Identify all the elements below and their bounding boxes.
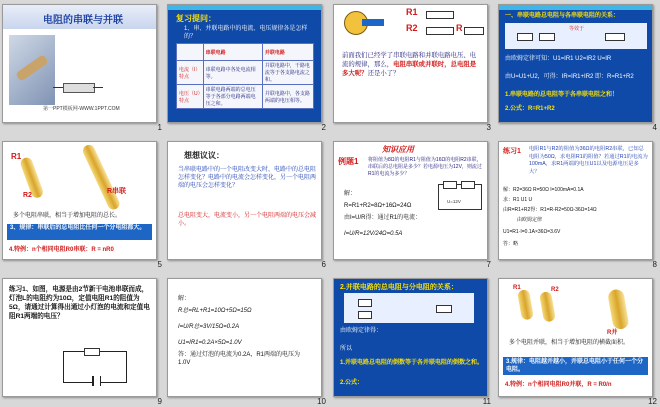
ohm-law-line: 由欧姆定律可知：U1=IR1 U2=IR2 U=IR [505, 56, 612, 62]
slide-number-9: 9 [157, 397, 162, 406]
rod-r2 [539, 291, 556, 323]
example-label: 例题1 [338, 157, 359, 166]
solution-step-3: U1=R1·I=0.1A×36Ω=3.6V [503, 229, 561, 235]
rules-table: 串联电路 并联电路 电流（I）特点 串联电路中各处电流相等。 并联电路中，干路电流等于各支路电流之和。 电压（U）特点 串联电路两端的总电压等于各部分电路两端电压之和。 并联电路中，各支路两端的电压相等。 [176, 43, 314, 109]
question-text: 1、串、并联电路中的电流、电压规律各是怎样的？ [184, 26, 308, 40]
solution-step-1: 由R=R1+R2得：R1=R-R2=50Ω-36Ω=14Ω [503, 207, 597, 213]
solution-step-2: 由欧姆定律 [517, 217, 543, 223]
slide-heading: 2.并联电路的总电阻与分电阻的关系： [340, 284, 458, 291]
circuit-diagram: U=12V [438, 184, 482, 210]
cartoon-banner [362, 19, 384, 26]
slide-footer: 第一PPT模板网-WWW.1PPT.COM [43, 106, 120, 112]
special-case-line: 4.特例：n个相同电阻R0串联：R = nR0 [9, 247, 114, 253]
solution-step-1: R总=RL+R1=10Ω+5Ω=15Ω [178, 308, 252, 314]
resistor-photo [9, 35, 55, 105]
slide-thumbnail-12[interactable] [498, 278, 653, 397]
slide-thumbnail-10[interactable] [167, 278, 322, 397]
slide-thumbnail-2[interactable] [167, 4, 322, 123]
rule-box: 3.规律：电阻越并越小，并联总电阻小于任何一个分电阻。 [503, 357, 648, 375]
discussion-answer: 总电阻变大，电流变小，另一个电阻两端的电压会减小。 [178, 213, 317, 227]
rod-r1 [517, 289, 534, 321]
discussion-question: 当串联电路中的一个电阻改变大时，电路中的总电阻怎样变化？电路中的电流会怎样变化，另一个电阻两端的电压会怎样变化？ [178, 167, 317, 189]
resistor-r [464, 27, 484, 35]
conclusion-line: 1.并联电路总电阻的倒数等于各并联电阻的倒数之和。 [340, 360, 484, 366]
slide-thumbnail-3[interactable] [333, 4, 488, 123]
label-r-series: R串联 [107, 188, 127, 195]
slide-number-2: 2 [321, 123, 326, 132]
body-text: 前面我们已经学了串联电路和并联电路电压、电流的规律，那么，电阻串联或并联时，总电阻是多大呢？还是小了？ [342, 52, 477, 77]
rod-combined [607, 288, 630, 330]
slide-number-1: 1 [157, 123, 162, 132]
slide-thumbnail-11[interactable] [333, 278, 488, 397]
solution-step-3: I=U/R=12V/24Ω=0.5A [344, 231, 403, 237]
slide-thumbnail-8[interactable] [498, 141, 653, 260]
resistor-r1 [426, 11, 454, 19]
label-r2: R2 [23, 192, 32, 199]
solution-step-3: U1=IR1=0.2A×5Ω=1.0V [178, 340, 242, 346]
top-stripe [168, 5, 321, 10]
slide-number-7: 7 [486, 260, 491, 269]
slide-number-3: 3 [486, 123, 491, 132]
solution-label: 解： [178, 296, 191, 302]
slide-title: 电阻的串联与并联 [43, 15, 123, 26]
label-r-parallel: R并 [607, 330, 618, 336]
summary-line: 多个电阻并联，相当于增加电阻的横截面积。 [509, 340, 630, 346]
circuit-diagram [63, 351, 127, 383]
conclusion-line: 1.串联电路的总电阻等于各串联电阻之和！ [505, 92, 619, 98]
rule-box: 3、规律：串联后的总电阻比任何一个分电阻都大。 [7, 224, 152, 240]
solution-step-2: I=U/R总=3V/15Ω=0.2A [178, 324, 240, 330]
formula-line: 2.公式： [340, 380, 364, 386]
slide-number-12: 12 [648, 397, 657, 406]
label-r2: R2 [406, 23, 418, 33]
label-r1: R1 [513, 285, 521, 291]
derivation-line: 由U=U1+U2，可得：IR=IR1+IR2 即：R=R1+R2 [505, 74, 634, 80]
slide-number-11: 11 [482, 397, 491, 406]
slide-number-8: 8 [652, 260, 657, 269]
slide-thumbnail-9[interactable] [2, 278, 157, 397]
circuit-diagram [344, 293, 474, 323]
label-r1: R1 [11, 152, 22, 161]
answer-line: 答：略 [503, 241, 519, 247]
label-r1: R1 [406, 7, 418, 17]
label-r2: R2 [551, 287, 559, 293]
special-case-line: 4.特例：n个相同电阻R0并联，R = R0/n [505, 382, 612, 388]
slide-number-10: 10 [317, 397, 326, 406]
slide-number-4: 4 [652, 123, 657, 132]
slide-thumbnail-5[interactable] [2, 141, 157, 260]
slide-heading: 知识应用 [382, 145, 414, 154]
solution-step-2: 由I=U/R得：通过R1的电流： [344, 215, 422, 221]
label-r: R [456, 23, 463, 33]
exercise-label: 练习1 [503, 148, 521, 155]
slide-thumbnail-4[interactable] [498, 4, 653, 123]
so-label: 所以 [340, 346, 353, 352]
circuit-diagram: 等效于 [505, 23, 647, 49]
ohm-law-label: 由欧姆定律得： [340, 328, 383, 334]
slide-heading: 复习提问： [176, 14, 216, 23]
formula-line: 2.公式：R=R1+R2 [505, 106, 555, 112]
slide-thumbnail-7[interactable] [333, 141, 488, 260]
slide-number-5: 5 [157, 260, 162, 269]
exercise-text: 练习1、如图，电源是由2节新干电池串联而成，灯泡L的电阻约为10Ω，定值电阻R1的阻值为5Ω，请通过计算得出通过小灯泡的电流和定值电阻R1两端的电压？ [9, 286, 150, 320]
resistor-r2 [426, 27, 454, 35]
exercise-text: 电阻R1与R2的阻值为36Ω的电阻R2串联，已知总电阻为50Ω，求电阻R1的阻值？若通过R1的电流为100mA，求R1两端的电压U1以及电源电压是多大？ [529, 146, 648, 175]
known-values: 解：R2=36Ω R=50Ω I=100mA=0.1A [503, 187, 584, 193]
rod-combined [81, 143, 121, 212]
answer-line: 答：通过灯泡的电流为0.2A，R1两端的电压为1.0V [178, 352, 301, 366]
slide-heading: 想想议议： [184, 151, 224, 160]
solution-label: 解： [344, 191, 357, 197]
resistor-icon [63, 83, 95, 93]
summary-line: 多个电阻串联，相当于增加电阻的总长。 [13, 213, 122, 219]
slide-heading: 一、串联电路总电阻与各串联电阻的关系： [505, 13, 620, 19]
unknowns: 求：R1 U1 U [503, 197, 533, 203]
example-text: 将阻值为8Ω的电阻R1与阻值为16Ω的电阻R2串联，串联后的总电阻是多少？若电源电压为12V，则流过R1的电流为多少？ [368, 157, 482, 177]
top-stripe [499, 5, 652, 10]
solution-step-1: R=R1+R2=8Ω+16Ω=24Ω [344, 203, 412, 209]
slide-thumbnail-6[interactable] [167, 141, 322, 260]
slide-number-6: 6 [321, 260, 326, 269]
slide-thumbnail-1[interactable] [2, 4, 157, 123]
